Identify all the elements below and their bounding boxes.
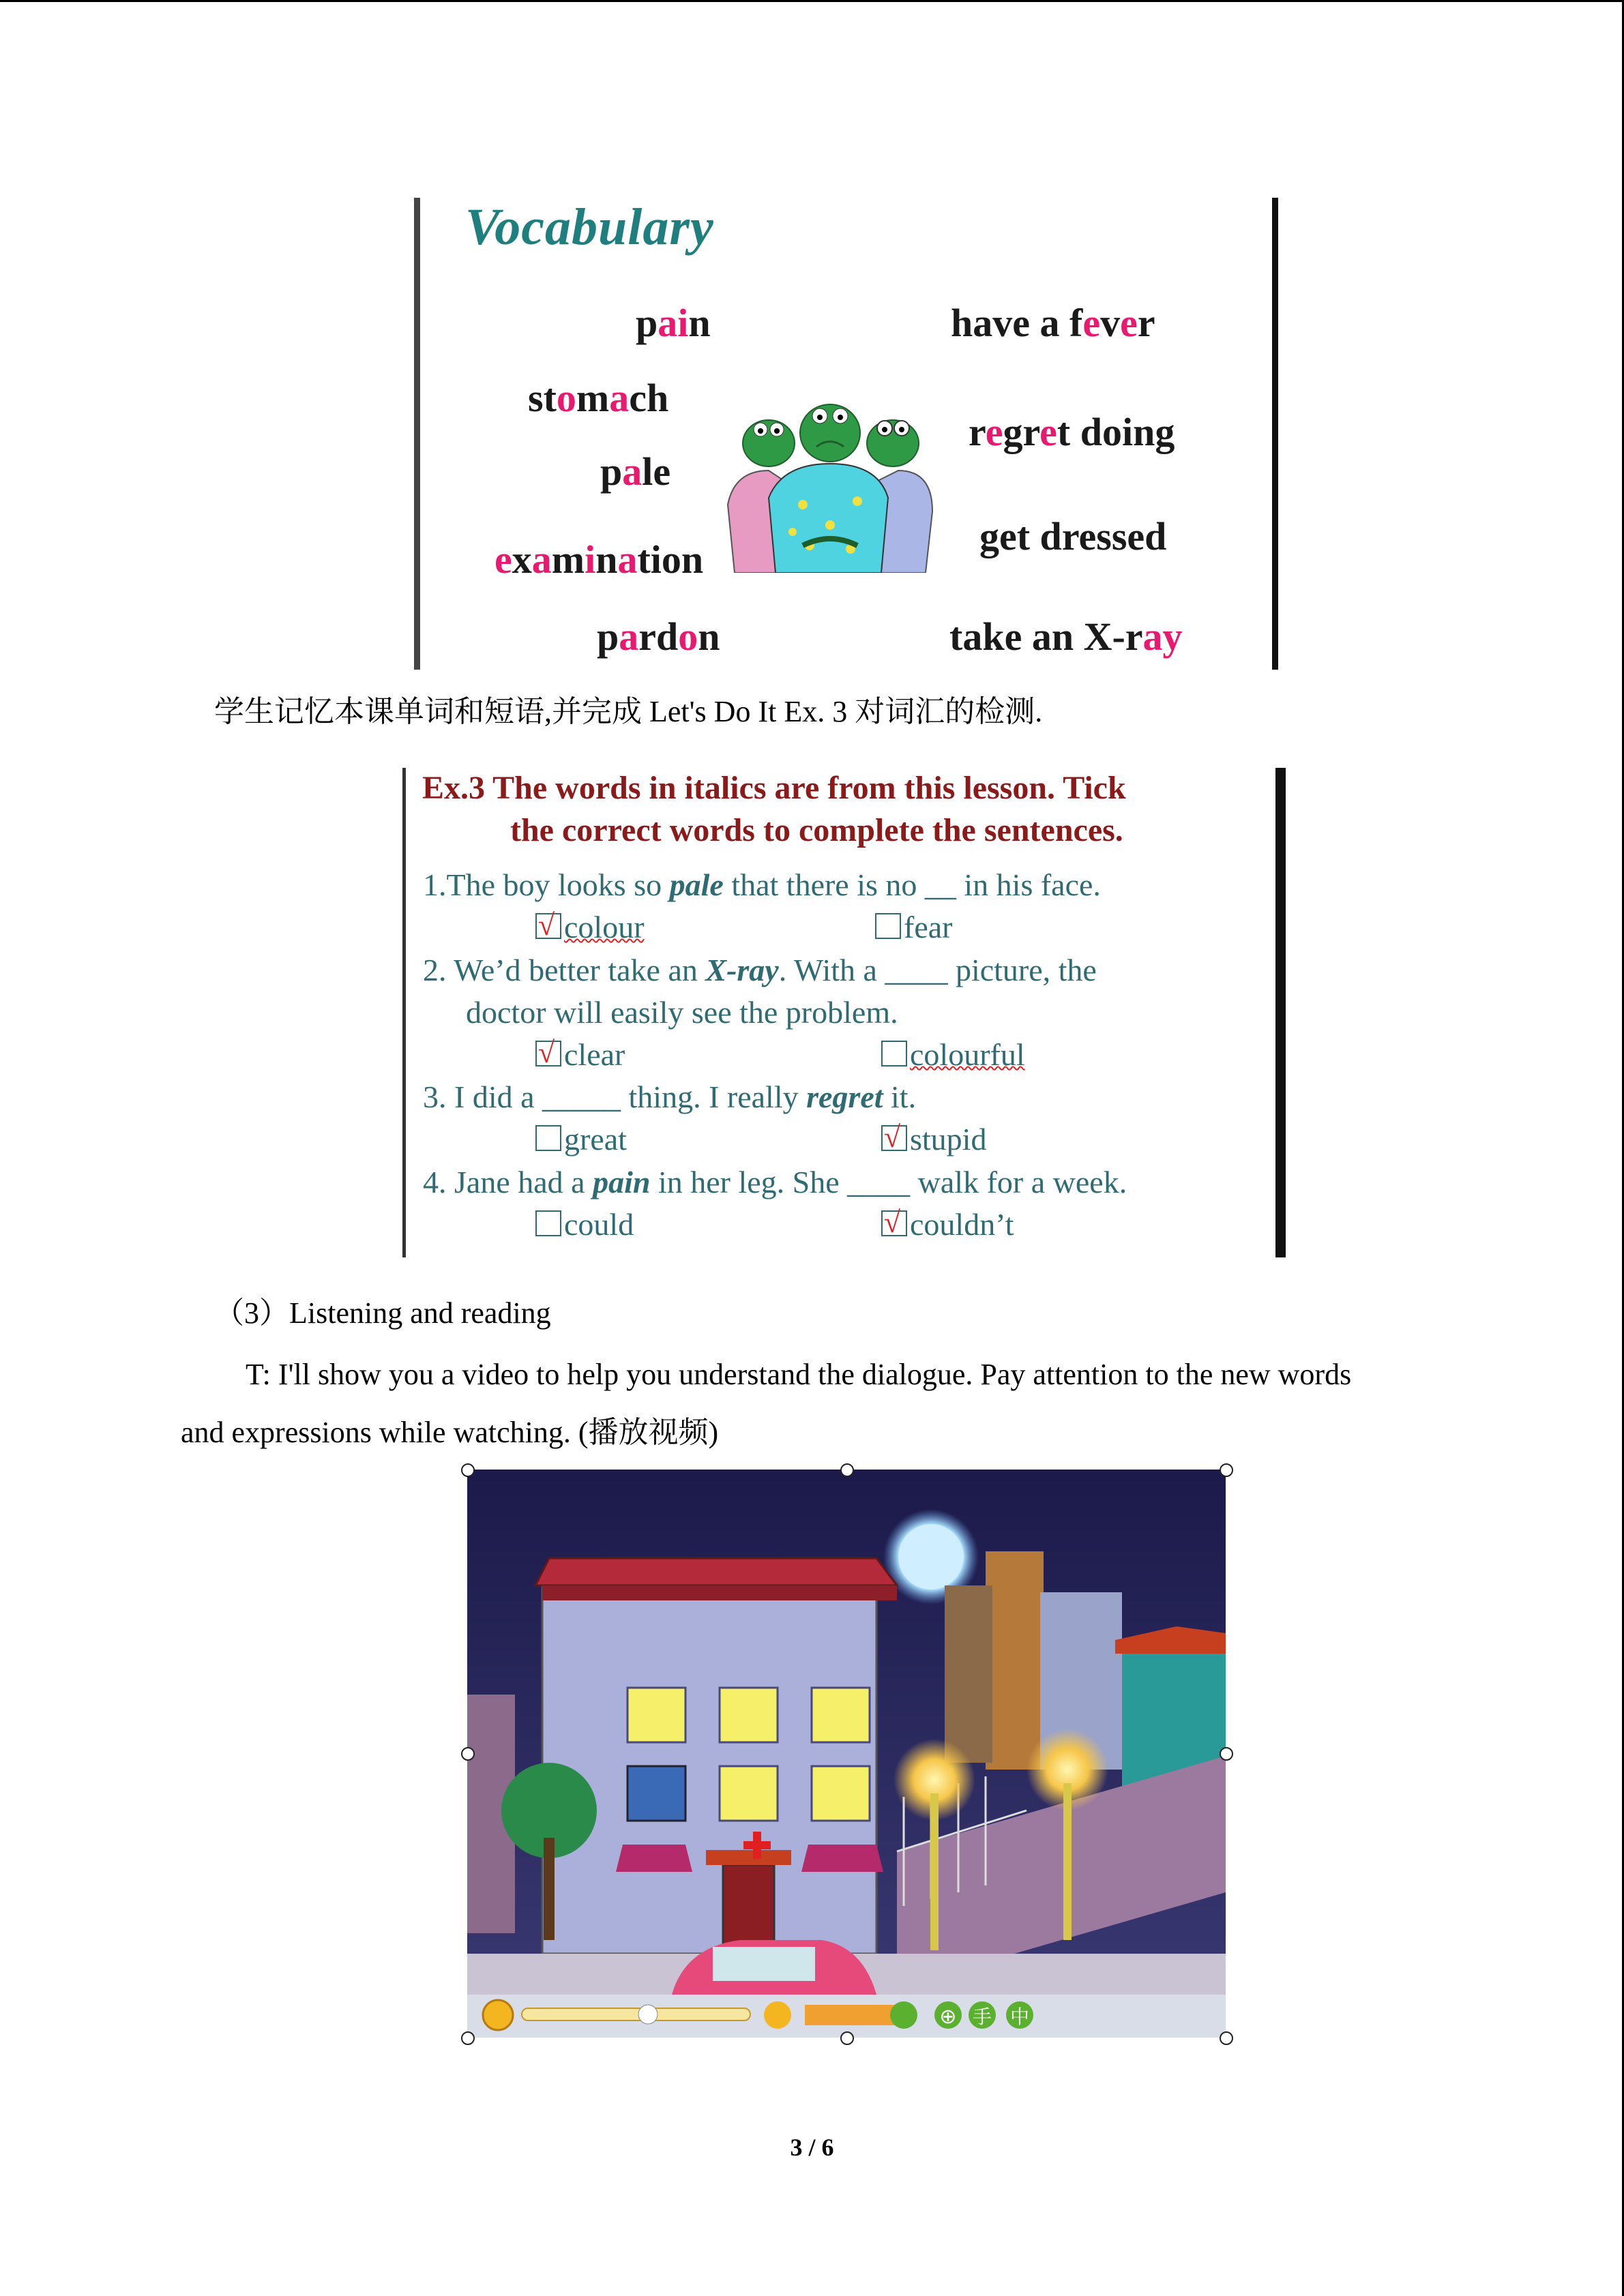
- checkbox-icon[interactable]: [881, 1120, 907, 1154]
- q4-italic-word: pain: [593, 1165, 651, 1199]
- checkbox-icon[interactable]: [535, 908, 561, 942]
- video-frame-hospital-scene: [467, 1470, 1226, 2038]
- tick-icon: √: [538, 908, 555, 942]
- slide-left-border: [414, 198, 420, 670]
- page-top-border: [0, 0, 1624, 2]
- q1-option-1[interactable]: [535, 909, 645, 945]
- q3-option-1-label: great: [564, 1122, 627, 1157]
- q1-option-1-label: colour: [564, 910, 645, 944]
- ex3-question-3: [423, 1079, 916, 1115]
- resize-handle-bottom-right[interactable]: [1220, 2031, 1233, 2045]
- ex3-question-4: [423, 1164, 1127, 1200]
- q1-option-2-label: fear: [904, 910, 953, 944]
- q4-option-2[interactable]: [881, 1206, 1014, 1242]
- q3-text-b: it.: [883, 1079, 917, 1114]
- q2-option-1-label: clear: [564, 1037, 625, 1072]
- q2-option-2-label: colourful: [910, 1037, 1025, 1072]
- replay-icon: [890, 2001, 917, 2029]
- tick-icon: √: [538, 1036, 555, 1069]
- q3-italic-word: regret: [806, 1079, 883, 1114]
- q3-text-a: 3. I did a _____ thing. I really: [423, 1079, 807, 1114]
- player-label-1: 手: [972, 2006, 992, 2028]
- teacher-line-2: and expressions while watching. (播放视频): [181, 1416, 719, 1449]
- resize-handle-top-right[interactable]: [1220, 1463, 1233, 1477]
- q1-text-b: that there is no __ in his face.: [723, 867, 1101, 902]
- vocab-phrase-take-an-x-ray: take an X-ray: [949, 614, 1183, 659]
- slide-right-border: [1272, 198, 1278, 670]
- page-number: 3 / 6: [790, 2134, 834, 2161]
- vocab-word-pardon: pardon: [597, 614, 720, 659]
- checkbox-icon[interactable]: [535, 1036, 561, 1069]
- player-label-2: 中: [1009, 2006, 1030, 2028]
- resize-handle-top-left[interactable]: [461, 1463, 475, 1477]
- ex3-question-1: [423, 867, 1101, 903]
- q1-option-2[interactable]: [875, 909, 952, 945]
- checkbox-icon[interactable]: [535, 1210, 561, 1236]
- q2-italic-word: X-ray: [705, 953, 779, 987]
- resize-handle-top-middle[interactable]: [840, 1463, 854, 1477]
- q2-option-2[interactable]: [881, 1037, 1025, 1073]
- checkbox-icon[interactable]: [535, 1125, 561, 1151]
- q3-option-2[interactable]: [881, 1121, 986, 1157]
- exercise-3-slide: [402, 768, 1286, 1257]
- resize-handle-bottom-middle[interactable]: [840, 2031, 854, 2045]
- q2-text-b: . With a ____ picture, the: [778, 953, 1097, 987]
- q3-option-2-label: stupid: [910, 1122, 987, 1157]
- q4-text-b: in her leg. She ____ walk for a week.: [650, 1165, 1127, 1199]
- player-label-0: ⊕: [939, 2005, 957, 2029]
- checkbox-icon[interactable]: [881, 1206, 907, 1239]
- slide-right-border: [1275, 768, 1286, 1257]
- vocabulary-title: Vocabulary: [465, 198, 714, 256]
- video-player[interactable]: [467, 1470, 1226, 2038]
- teacher-line-1: T: I'll show you a video to help you understand the dialogue. Pay attention to the new words: [246, 1358, 1352, 1391]
- vocab-word-stomach: stomach: [528, 376, 669, 420]
- q2-option-1[interactable]: [535, 1037, 625, 1073]
- ex3-heading-line1: Ex.3 The words in italics are from this lesson. Tick: [422, 770, 1126, 806]
- vocab-word-pale: pale: [600, 449, 671, 494]
- q1-text-a: 1.The boy looks so: [423, 867, 670, 902]
- slide-left-border: [402, 768, 406, 1257]
- vocab-word-examination: examination: [494, 537, 704, 582]
- checkbox-icon[interactable]: [875, 913, 901, 939]
- vocab-phrase-get-dressed: get dressed: [979, 514, 1167, 558]
- vocab-word-pain: pain: [636, 301, 711, 345]
- instruction-text: 学生记忆本课单词和短语,并完成 Let's Do It Ex. 3 对词汇的检测.: [214, 695, 1043, 728]
- tick-icon: √: [884, 1120, 901, 1154]
- tick-icon: √: [884, 1206, 901, 1239]
- vocab-phrase-have-a-fever: have a fever: [951, 301, 1155, 345]
- q4-option-1[interactable]: [535, 1206, 634, 1242]
- q4-option-2-label: couldn’t: [910, 1207, 1014, 1242]
- sick-frogs-illustration: [714, 368, 946, 573]
- checkbox-icon[interactable]: [881, 1041, 907, 1067]
- ex3-question-2-line2: doctor will easily see the problem.: [466, 995, 898, 1030]
- vocabulary-slide: [414, 198, 1278, 670]
- q2-text-a: 2. We’d better take an: [423, 953, 706, 987]
- q1-italic-word: pale: [669, 867, 724, 902]
- resize-handle-bottom-left[interactable]: [461, 2031, 475, 2045]
- q4-text-a: 4. Jane had a: [423, 1165, 593, 1199]
- resize-handle-middle-left[interactable]: [461, 1747, 475, 1761]
- q4-option-1-label: could: [564, 1207, 634, 1242]
- ex3-heading-line2: the correct words to complete the sentences.: [510, 812, 1123, 848]
- vocab-phrase-regret-doing: regret doing: [969, 410, 1175, 454]
- section-heading: （3）Listening and reading: [214, 1296, 551, 1330]
- ex3-question-2: [423, 952, 1097, 988]
- resize-handle-middle-right[interactable]: [1220, 1747, 1233, 1761]
- q3-option-1[interactable]: [535, 1121, 627, 1157]
